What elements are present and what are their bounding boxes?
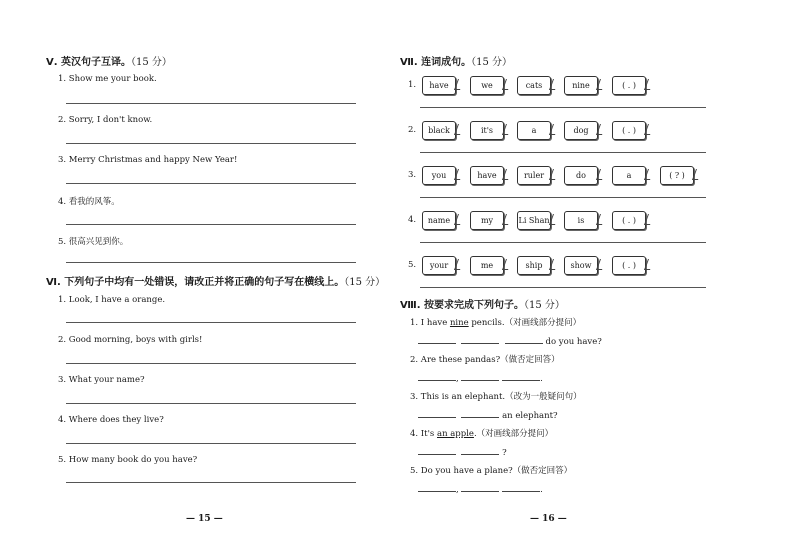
s5-item-2: 2. Sorry, I don't know. <box>58 115 153 125</box>
s8-item-4: 4. It's an apple.（对画线部分提问） <box>410 429 554 439</box>
section-5-heading <box>46 53 172 68</box>
answer-line[interactable] <box>66 363 356 364</box>
blank-field[interactable] <box>502 372 540 381</box>
page-number-left: — 15 — <box>186 514 223 524</box>
s8-answer-5: , . <box>418 483 543 495</box>
blank-field[interactable] <box>461 335 499 344</box>
word-card[interactable]: have <box>470 166 504 185</box>
answer-line[interactable] <box>420 287 706 288</box>
word-card[interactable]: a <box>612 166 646 185</box>
answer-line[interactable] <box>66 224 356 225</box>
blank-field[interactable] <box>418 372 456 381</box>
section-8-score: （15 分） <box>524 300 565 311</box>
right-page <box>400 0 800 560</box>
answer-line[interactable] <box>66 103 356 104</box>
word-card[interactable]: name <box>422 211 456 230</box>
blank-field[interactable] <box>418 335 456 344</box>
word-card[interactable]: my <box>470 211 504 230</box>
blank-field[interactable] <box>461 446 499 455</box>
s8-answer-2: , . <box>418 372 543 384</box>
blank-field[interactable] <box>418 483 456 492</box>
row-number: 2. <box>408 125 417 135</box>
answer-line[interactable] <box>66 262 356 263</box>
word-card[interactable]: your <box>422 256 456 275</box>
answer-line[interactable] <box>66 183 356 184</box>
answer-line[interactable] <box>66 482 356 483</box>
word-card[interactable]: is <box>564 211 598 230</box>
word-card[interactable]: ruler <box>517 166 551 185</box>
word-card[interactable]: Li Shan <box>517 211 551 230</box>
section-7-score: （15 分） <box>471 57 513 68</box>
s5-item-4: 4. 看我的风筝。 <box>58 197 120 207</box>
word-card[interactable]: cats <box>517 76 551 95</box>
s6-item-2: 2. Good morning, boys with girls! <box>58 335 203 345</box>
s8-item-2: 2. Are these pandas?（做否定回答） <box>410 355 560 365</box>
s6-item-1: 1. Look, I have a orange. <box>58 295 166 305</box>
section-6-title: Ⅵ. 下列句子中均有一处错误，请改正并将正确的句子写在横线上。 <box>46 277 345 288</box>
word-card[interactable]: we <box>470 76 504 95</box>
s6-item-5: 5. How many book do you have? <box>58 455 198 465</box>
s8-item-3: 3. This is an elephant.（改为一般疑问句） <box>410 392 582 402</box>
blank-field[interactable] <box>418 409 456 418</box>
section-6-score: （15 分） <box>344 277 386 288</box>
page-number-right: — 16 — <box>530 514 567 524</box>
section-8-title: Ⅷ. 按要求完成下列句子。 <box>400 300 525 311</box>
word-card[interactable]: have <box>422 76 456 95</box>
answer-line[interactable] <box>420 197 706 198</box>
blank-field[interactable] <box>461 372 499 381</box>
section-6-heading <box>46 273 385 288</box>
answer-line[interactable] <box>66 443 356 444</box>
word-card[interactable]: nine <box>564 76 598 95</box>
word-card[interactable]: a <box>517 121 551 140</box>
s5-item-5: 5. 很高兴见到你。 <box>58 237 129 247</box>
answer-line[interactable] <box>66 322 356 323</box>
word-card[interactable]: ( ? ) <box>660 166 694 185</box>
word-card[interactable]: ( . ) <box>612 76 646 95</box>
s5-item-1: 1. Show me your book. <box>58 74 157 84</box>
blank-field[interactable] <box>505 335 543 344</box>
answer-line[interactable] <box>420 107 706 108</box>
word-card[interactable]: ( . ) <box>612 211 646 230</box>
s6-item-4: 4. Where does they live? <box>58 415 164 425</box>
answer-line[interactable] <box>420 152 706 153</box>
blank-field[interactable] <box>461 483 499 492</box>
word-card[interactable]: dog <box>564 121 598 140</box>
section-8-heading <box>400 296 565 311</box>
s8-answer-3: an elephant? <box>418 409 558 421</box>
word-card[interactable]: ship <box>517 256 551 275</box>
word-card[interactable]: me <box>470 256 504 275</box>
s8-item-1: 1. I have nine pencils.（对画线部分提问） <box>410 318 582 328</box>
s6-item-3: 3. What your name? <box>58 375 145 385</box>
row-number: 5. <box>408 260 417 270</box>
answer-line[interactable] <box>66 143 356 144</box>
s8-answer-4: ? <box>418 446 507 458</box>
word-card[interactable]: you <box>422 166 456 185</box>
row-number: 3. <box>408 170 417 180</box>
section-5-title: Ⅴ. 英汉句子互译。 <box>46 57 132 68</box>
word-card[interactable]: black <box>422 121 456 140</box>
section-7-heading <box>400 53 512 68</box>
s8-item-5: 5. Do you have a plane?（做否定回答） <box>410 466 573 476</box>
row-number: 4. <box>408 215 417 225</box>
word-card[interactable]: do <box>564 166 598 185</box>
word-card[interactable]: ( . ) <box>612 256 646 275</box>
s5-item-3: 3. Merry Christmas and happy New Year! <box>58 155 238 165</box>
section-5-score: （15 分） <box>131 57 172 68</box>
blank-field[interactable] <box>461 409 499 418</box>
word-card[interactable]: ( . ) <box>612 121 646 140</box>
answer-line[interactable] <box>66 403 356 404</box>
word-card[interactable]: show <box>564 256 598 275</box>
blank-field[interactable] <box>502 483 540 492</box>
section-7-title: Ⅶ. 连词成句。 <box>400 57 472 68</box>
word-card[interactable]: it's <box>470 121 504 140</box>
answer-line[interactable] <box>420 242 706 243</box>
row-number: 1. <box>408 80 417 90</box>
blank-field[interactable] <box>418 446 456 455</box>
s8-answer-1: do you have? <box>418 335 602 347</box>
